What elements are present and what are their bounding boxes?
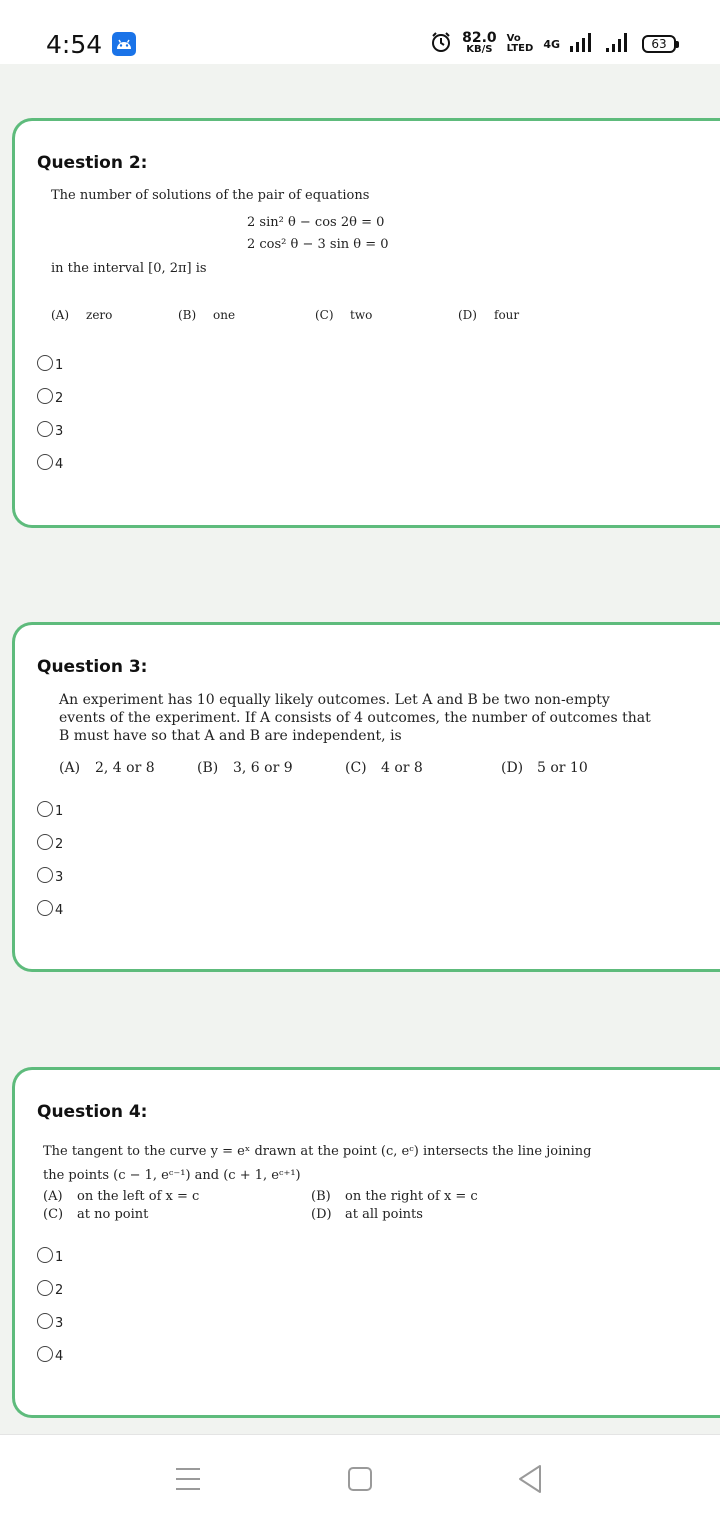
recents-icon[interactable] [168, 1461, 208, 1497]
question-title: Question 3: [37, 657, 148, 677]
option-text: zero [86, 308, 113, 322]
radio-label: 2 [55, 1283, 64, 1298]
option-letter: (C) [43, 1207, 64, 1222]
radio-button[interactable] [37, 867, 53, 883]
net-speed-value: 82.0 [462, 30, 497, 46]
answer-option[interactable] [37, 801, 63, 834]
stem-line: An experiment has 10 equally likely outcomes. Let A and B be two non-empty [59, 692, 610, 708]
radio-button[interactable] [37, 801, 53, 817]
question-card [12, 118, 720, 528]
network-type: 4G [543, 37, 560, 51]
option-letter: (A) [43, 1189, 63, 1204]
radio-button[interactable] [37, 1313, 53, 1329]
radio-label: 4 [55, 1349, 64, 1364]
option-text: 4 or 8 [381, 760, 423, 776]
radio-label: 4 [55, 457, 64, 472]
radio-button[interactable] [37, 1247, 53, 1263]
option-letter: (B) [197, 760, 219, 776]
equation-line: 2 sin² θ − cos 2θ = 0 [247, 215, 385, 230]
back-icon[interactable] [512, 1461, 552, 1497]
radio-label: 4 [55, 903, 64, 918]
option-letter: (C) [315, 308, 334, 322]
question-title: Question 4: [37, 1102, 148, 1122]
signal-icon [606, 32, 632, 56]
option-letter: (D) [501, 760, 524, 776]
option-text: 3, 6 or 9 [233, 760, 293, 776]
option-letter: (A) [59, 760, 81, 776]
radio-label: 3 [55, 870, 64, 885]
question-stem: The number of solutions of the pair of equations [51, 188, 370, 203]
radio-label: 1 [55, 358, 64, 373]
option-text: 5 or 10 [537, 760, 588, 776]
option-text: two [350, 308, 373, 322]
navigation-bar [0, 1434, 720, 1520]
answer-option[interactable] [37, 900, 63, 933]
signal-icon [570, 32, 596, 56]
stem-line: B must have so that A and B are independent, is [59, 728, 402, 744]
alarm-icon [430, 31, 452, 57]
question-stem-end: in the interval [0, 2π] is [51, 261, 207, 276]
radio-button[interactable] [37, 421, 53, 437]
radio-button[interactable] [37, 454, 53, 470]
option-letter: (C) [345, 760, 367, 776]
status-bar [0, 0, 720, 64]
radio-label: 1 [55, 1250, 64, 1265]
option-text: at no point [77, 1207, 149, 1222]
option-text: at all points [345, 1207, 423, 1222]
option-text: four [494, 308, 520, 322]
net-speed [462, 30, 497, 55]
volte-bottom: LTED [506, 43, 534, 54]
option-letter: (A) [51, 308, 70, 322]
question-stem [59, 691, 689, 745]
stem-line: events of the experiment. If A consists of 4 outcomes, the number of outcomes that [59, 710, 651, 726]
radio-label: 3 [55, 1316, 64, 1331]
radio-label: 2 [55, 391, 64, 406]
radio-button[interactable] [37, 355, 53, 371]
radio-button[interactable] [37, 388, 53, 404]
question-card [12, 622, 720, 972]
option-letter: (D) [458, 308, 477, 322]
answer-options [37, 1247, 63, 1379]
answer-option[interactable] [37, 1313, 63, 1346]
option-text: 2, 4 or 8 [95, 760, 155, 776]
radio-button[interactable] [37, 1280, 53, 1296]
radio-button[interactable] [37, 1346, 53, 1362]
battery-indicator: 63 [642, 35, 676, 53]
net-speed-unit: KB/S [466, 44, 493, 55]
answer-options [37, 355, 63, 487]
home-icon[interactable] [340, 1461, 380, 1497]
question-stem [43, 1140, 683, 1188]
radio-button[interactable] [37, 900, 53, 916]
option-letter: (D) [311, 1207, 332, 1222]
option-letter: (B) [178, 308, 197, 322]
option-text: one [213, 308, 236, 322]
answer-option[interactable] [37, 355, 63, 388]
equation-line: 2 cos² θ − 3 sin θ = 0 [247, 237, 389, 252]
answer-option[interactable] [37, 1247, 63, 1280]
stem-line: the points (c − 1, eᶜ⁻¹) and (c + 1, eᶜ⁺¹) [43, 1168, 301, 1183]
answer-option[interactable] [37, 1280, 63, 1313]
volte-top: Vo [506, 33, 521, 44]
answer-options [37, 801, 63, 933]
option-text: on the right of x = c [345, 1189, 478, 1204]
radio-label: 2 [55, 837, 64, 852]
answer-option[interactable] [37, 867, 63, 900]
answer-option[interactable] [37, 454, 63, 487]
answer-option[interactable] [37, 388, 63, 421]
question-card [12, 1067, 720, 1418]
status-icons [430, 30, 676, 58]
radio-label: 1 [55, 804, 64, 819]
volte-indicator [507, 34, 534, 54]
answer-option[interactable] [37, 1346, 63, 1379]
answer-option[interactable] [37, 834, 63, 867]
android-app-icon [112, 32, 136, 56]
question-title: Question 2: [37, 153, 148, 173]
option-letter: (B) [311, 1189, 331, 1204]
status-time: 4:54 [46, 30, 103, 59]
radio-button[interactable] [37, 834, 53, 850]
radio-label: 3 [55, 424, 64, 439]
stem-line: The tangent to the curve y = eˣ drawn at the point (c, eᶜ) intersects the line joining [43, 1144, 592, 1159]
option-text: on the left of x = c [77, 1189, 200, 1204]
answer-option[interactable] [37, 421, 63, 454]
